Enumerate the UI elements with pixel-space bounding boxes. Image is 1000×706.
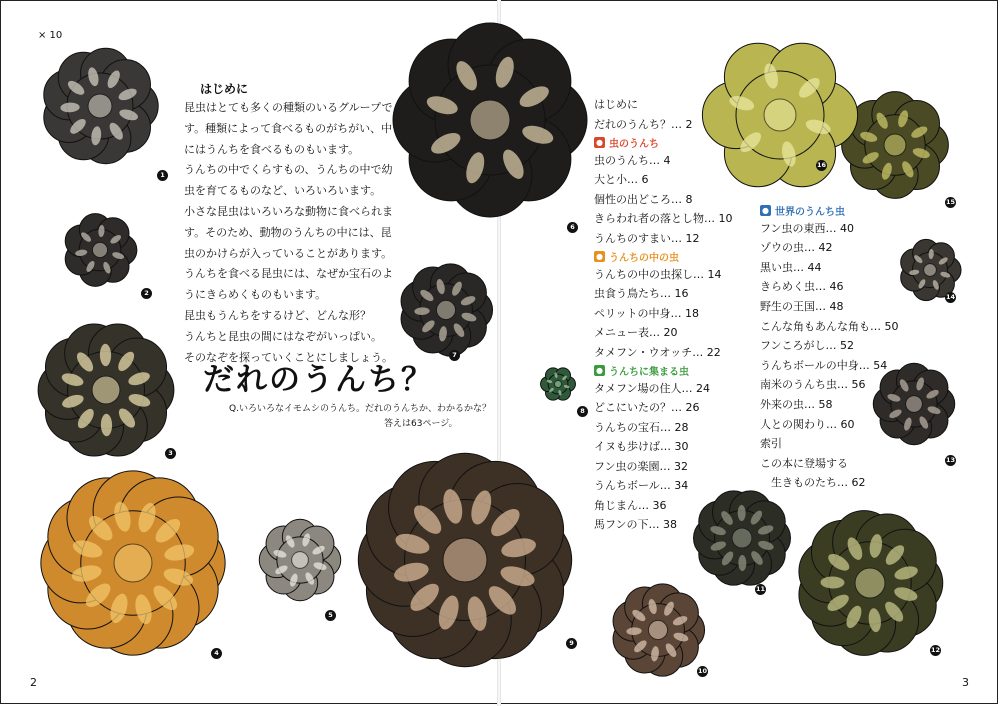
toc-entry: うんちの宝石… 28 [594,420,689,434]
toc-entry: ペリットの中身… 18 [594,306,700,320]
frass-specimen-6 [390,20,590,220]
intro-paragraph: うんちを食べる昆虫には、なぜか宝石のようにきらめくものもいます。 [184,267,393,302]
toc-entry: タメフン場の住人… 24 [594,381,711,395]
specimen-number-label: 1 [157,170,168,181]
toc-entry: うんちボール… 34 [594,479,689,492]
toc-entry: 虫のうんち… 4 [594,153,671,167]
intro-title: はじめに [200,82,249,96]
toc-section-heading [760,203,845,218]
specimen-center [436,300,455,319]
specimen-number-label: 6 [567,222,578,233]
specimen-number-label: 9 [566,638,577,649]
toc-entry: うんちボールの中身… 54 [760,358,888,372]
toc-entry: 角じまん… 36 [594,498,667,512]
specimen-number-label: 16 [816,161,827,169]
toc-entry: だれのうんち？… 2 [594,117,693,131]
specimen-number-label: 8 [577,406,588,417]
intro-paragraph: 昆虫はとても多くの種類のいるグループです。種類によって食べるものがちがい、中にはうんちを食べるものもいます。 [184,101,393,156]
specimen-number-label: 4 [211,648,222,659]
toc-section-heading [594,363,689,378]
frass-specimen-9 [355,450,575,670]
question-text: Q.いろいろなイモムシのうんち。だれのうんちか、わかるかな？ [229,404,491,414]
section-icon: ● [594,365,605,376]
specimen-center [292,552,309,569]
intro-paragraph: 小さな昆虫はいろいろな動物に食べられます。そのため、動物のうんちの中には、昆虫のかけらが入っていることがあります。 [184,204,393,260]
frass-specimen-16 [700,35,860,195]
section-icon: ● [760,205,771,216]
toc-entry: きらわれ者の落とし物… 10 [594,212,733,225]
specimen-number-label: 13 [945,456,956,464]
specimen-center [906,396,923,413]
specimen-center [732,528,752,548]
toc-entry: ゾウの虫… 42 [760,241,833,255]
toc-entry: 人との関わり… 60 [760,417,855,431]
frass-specimen-2 [62,212,138,288]
toc-entry: 大と小… 6 [594,173,649,186]
toc-section-label: 世界のうんち虫 [775,207,845,218]
specimen-number-label: 10 [697,667,708,675]
specimen-number-label: 2 [141,288,152,299]
specimen-number-label: 12 [930,646,941,654]
toc-entry: 生きものたち… 62 [760,476,866,490]
toc-section-heading [594,135,659,150]
frass-specimen-3 [36,320,176,460]
intro-paragraph: 昆虫もうんちをするけど、どんな形？ [184,308,371,322]
specimen-center [855,568,885,598]
frass-specimen-4 [38,468,228,658]
toc-entry: 外来の虫… 58 [760,398,833,411]
frass-specimen-11 [692,488,792,588]
toc-entry: フン虫の楽園… 32 [594,459,689,473]
toc-entry: はじめに [594,98,638,111]
frass-specimen-10 [610,582,706,678]
specimen-center [884,134,906,156]
toc-entry: うんちの中の虫探し… 14 [594,267,722,281]
toc-entry: この本に登場する [760,456,848,470]
toc-entry: フン虫の東西… 40 [760,221,855,235]
toc-section-heading [594,249,679,264]
frass-specimen-7 [398,262,494,358]
specimen-center [88,94,112,118]
specimen-number-label: 5 [325,610,336,621]
toc-entry: 索引 [760,437,782,451]
toc-entry: 個性の出どころ… 8 [594,192,693,206]
specimen-center [114,544,152,582]
toc-entry: イヌも歩けば… 30 [594,440,689,453]
toc-entry: タメフン・ウオッチ… 22 [594,345,721,359]
toc-entry: メニュー表… 20 [594,326,678,339]
specimen-center [764,99,796,131]
section-icon: ● [594,251,605,262]
specimen-center [92,376,120,404]
toc-entry: 黒い虫… 44 [760,260,822,274]
frass-specimen-1 [40,46,160,166]
toc-entry: フンころがし… 52 [760,339,855,353]
intro-paragraph: そのなぞを探っていくことにしましょう。 [184,350,393,364]
frass-specimen-5 [258,518,342,602]
specimen-center [470,100,510,140]
toc-entry: 南米のうんち虫… 56 [760,378,866,392]
page-number-right: 3 [962,676,969,689]
frass-specimen-12 [795,508,945,658]
toc-entry: 野生の王国… 48 [760,300,844,313]
specimen-center [554,380,561,387]
toc-entry: きらめく虫… 46 [760,280,844,294]
specimen-number-label: 3 [165,448,176,459]
toc-section-label: 虫のうんち [609,139,659,150]
page-number-left: 2 [30,676,37,689]
specimen-center [443,538,487,582]
toc-entry: こんな角もあんな角も… 50 [760,319,899,333]
specimen-number-label: 7 [449,350,460,361]
specimen-number-label: 14 [945,293,956,301]
main-title: だれのうんち？ [203,362,434,398]
toc-section-label: うんちに集まる虫 [609,367,689,378]
scale-mark: × 10 [38,30,63,41]
specimen-number-label: 11 [755,585,766,593]
answer-note: 答えは63ページ。 [384,419,458,429]
toc-entry: うんちのすまい… 12 [594,231,700,245]
specimen-number-label: 15 [945,198,956,206]
frass-specimen-8 [540,366,576,402]
intro-body [184,98,394,368]
section-icon: ● [594,137,605,148]
specimen-center [648,620,667,639]
specimen-center [924,264,937,277]
specimen-center [92,242,107,257]
toc-entry: 虫食う鳥たち… 16 [594,287,689,300]
intro-paragraph: うんちの中でくらすもの、うんちの中で幼虫を育てるものなど、いろいろいます。 [184,163,393,198]
frass-specimen-13 [872,362,956,446]
intro-paragraph: うんちと昆虫の間にはなぞがいっぱい。 [184,329,382,343]
toc-entry: 馬フンの下… 38 [594,518,678,531]
toc-entry: どこにいたの？… 26 [594,401,700,414]
toc-section-label: うんちの中の虫 [609,253,679,264]
